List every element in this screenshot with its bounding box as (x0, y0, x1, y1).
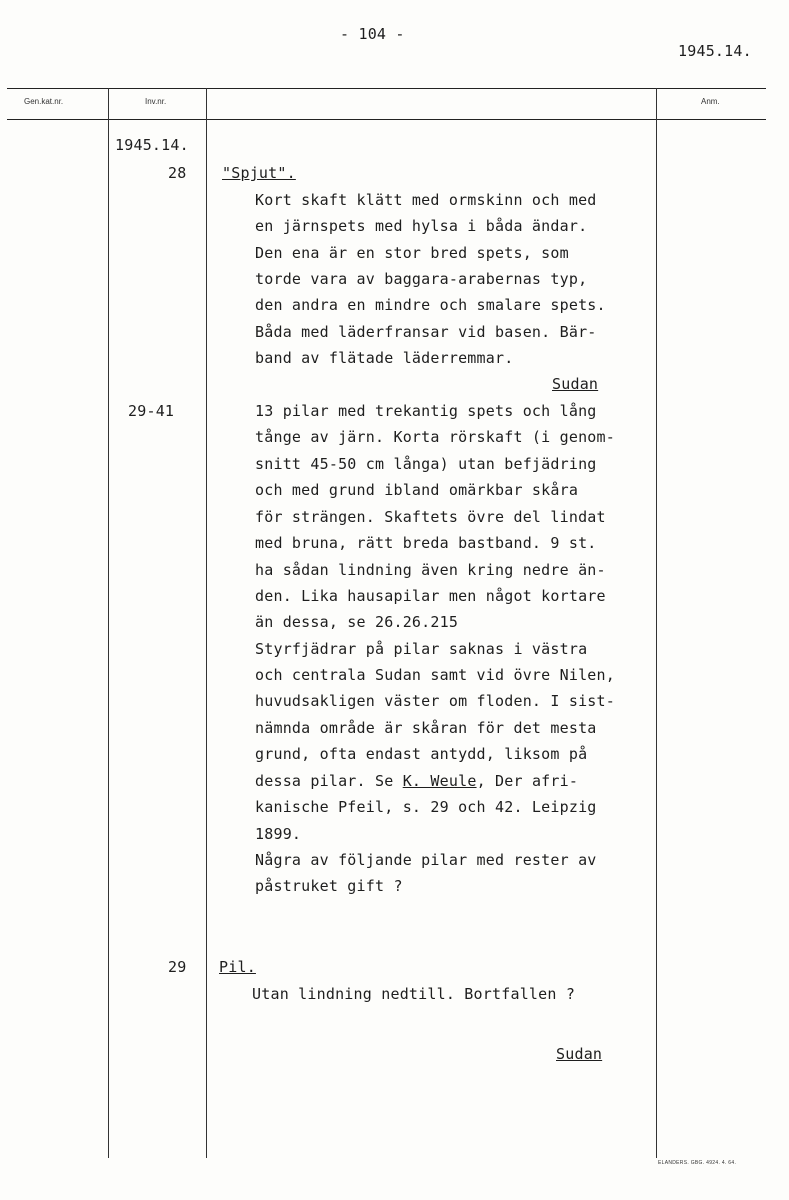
entry-title: Pil. (219, 958, 256, 976)
column-header-anm: Anm. (701, 97, 720, 106)
printer-mark: ELANDERS. GBG. 4924. 4. 64. (658, 1160, 737, 1166)
provenance: Sudan (552, 375, 599, 393)
column-divider-anm (656, 88, 657, 1158)
table-top-rule (7, 88, 766, 89)
entry-title: "Spjut". (222, 164, 296, 182)
description-line: än dessa, se 26.26.215 (255, 613, 459, 631)
description-line: och centrala Sudan samt vid övre Nilen, (255, 666, 615, 684)
description-line: en järnspets med hylsa i båda ändar. (255, 217, 588, 235)
description-line: den. Lika hausapilar men något kortare (255, 587, 606, 605)
column-divider-inv (206, 88, 207, 1158)
description-line: Utan lindning nedtill. Bortfallen ? (252, 985, 576, 1003)
catalog-year: 1945.14. (678, 42, 752, 60)
entry-inv-number: 29-41 (128, 402, 175, 420)
entry-year: 1945.14. (115, 136, 189, 154)
description-line: Styrfjädrar på pilar saknas i västra (255, 640, 588, 658)
description-line: Den ena är en stor bred spets, som (255, 244, 569, 262)
description-line: för strängen. Skaftets övre del lindat (255, 508, 606, 526)
column-header-gen-kat-nr: Gen.kat.nr. (24, 97, 64, 106)
description-line: grund, ofta endast antydd, liksom på (255, 745, 588, 763)
reference-author: K. Weule (402, 772, 477, 790)
description-line: den andra en mindre och smalare spets. (255, 296, 606, 314)
description-line: Båda med läderfransar vid basen. Bär- (255, 323, 597, 341)
provenance: Sudan (556, 1045, 603, 1063)
description-line: snitt 45-50 cm långa) utan befjädring (255, 455, 597, 473)
page-number: - 104 - (340, 25, 405, 43)
column-header-inv-nr: Inv.nr. (145, 97, 167, 106)
entry-inv-number: 28 (168, 164, 187, 182)
table-header-rule (7, 119, 766, 120)
description-line: kanische Pfeil, s. 29 och 42. Leipzig (255, 798, 597, 816)
column-divider-gen-kat (108, 88, 109, 1158)
description-line: med bruna, rätt breda bastband. 9 st. (255, 534, 597, 552)
description-line: tånge av järn. Korta rörskaft (i genom- (255, 428, 615, 446)
description-line: ha sådan lindning även kring nedre än- (255, 561, 606, 579)
description-line: Kort skaft klätt med ormskinn och med (255, 191, 597, 209)
description-line: och med grund ibland omärkbar skåra (255, 481, 579, 499)
description-line: 1899. (255, 825, 302, 843)
description-line: 13 pilar med trekantig spets och lång (255, 402, 597, 420)
description-line: Några av följande pilar med rester av (255, 851, 597, 869)
description-line: nämnda område är skåran för det mesta (255, 719, 597, 737)
description-line: dessa pilar. Se K. Weule, Der afri- (255, 772, 579, 790)
entry-inv-number: 29 (168, 958, 187, 976)
description-line: torde vara av baggara-arabernas typ, (255, 270, 588, 288)
description-line: påstruket gift ? (255, 877, 403, 895)
description-line: huvudsakligen väster om floden. I sist- (255, 692, 615, 710)
description-line: band av flätade läderremmar. (255, 349, 514, 367)
